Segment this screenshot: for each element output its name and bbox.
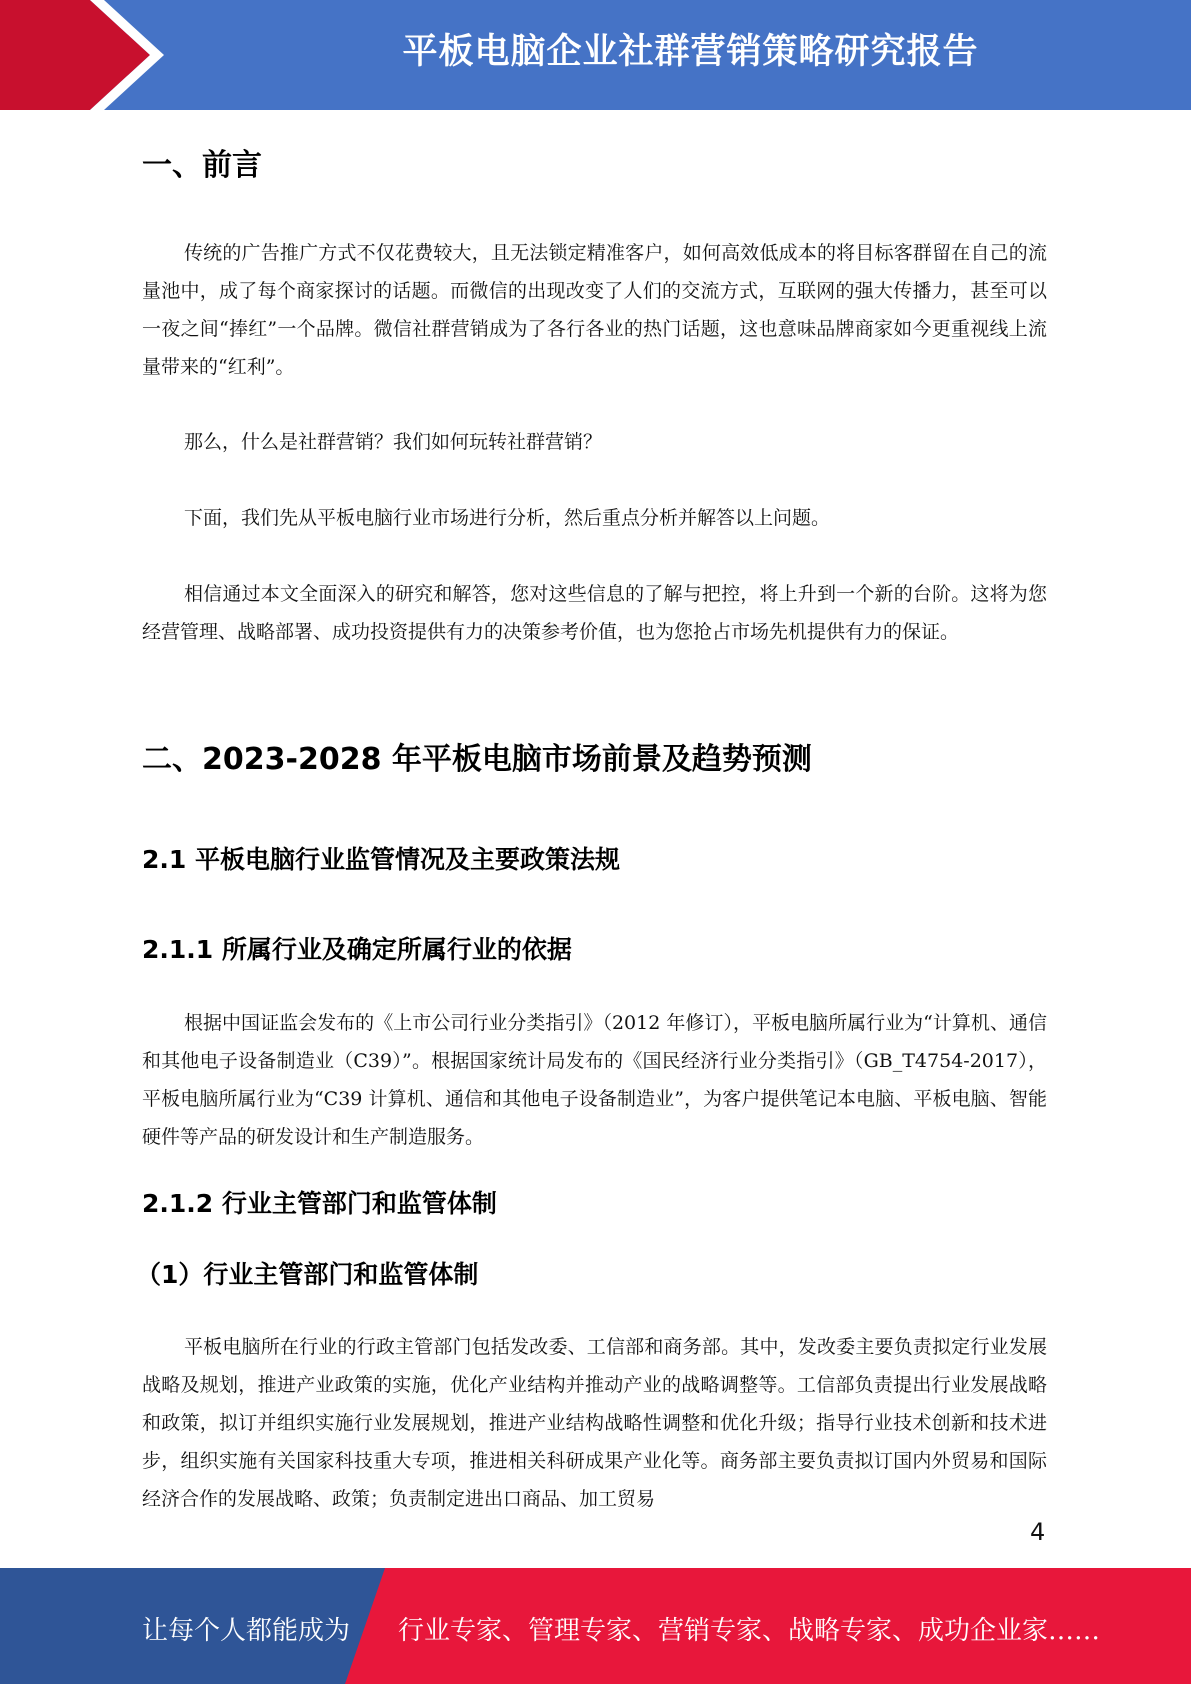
footer-banner [0, 1568, 1191, 1684]
heading-intro: 一、前言 [142, 148, 262, 183]
paragraph-intro-2: 那么，什么是社群营销？我们如何玩转社群营销？ [184, 431, 603, 453]
footer-slogan-left: 让每个人都能成为 [142, 1616, 351, 1646]
paragraph-intro-1: 传统的广告推广方式不仅花费较大，且无法锁定精准客户，如何高效低成本的将目标客群留在自己的流量池中，成了每个商家探讨的话题。而微信的出现改变了人们的交流方式，互联网的强大传播力，甚至可以一夜之间“捧红”一个品牌。微信社群营销成为了各行各业的热门话题，这也意味品牌商家如今更重视线上流量带来的“红利”。 [142, 242, 1047, 378]
heading-2-1-1: 2.1.1 所属行业及确定所属行业的依据 [142, 935, 572, 964]
header-banner [0, 0, 1191, 110]
document-title: 平板电脑企业社群营销策略研究报告 [402, 32, 979, 72]
heading-2-1-2: 2.1.2 行业主管部门和监管体制 [142, 1189, 497, 1218]
paragraph-intro-3: 下面，我们先从平板电脑行业市场进行分析，然后重点分析并解答以上问题。 [184, 507, 831, 529]
page-number: 4 [1030, 1518, 1046, 1546]
paragraph-2-1-2: 平板电脑所在行业的行政主管部门包括发改委、工信部和商务部。其中，发改委主要负责拟定行业发展战略及规划，推进产业政策的实施，优化产业结构并推动产业的战略调整等。工信部负责提出行业发展战略和政策，拟订并组织实施行业发展规划，推进产业结构战略性调整和优化升级；指导行业技术创新和技术进步，组织实施有关国家科技重大专项，推进相关科研成果产业化等。商务部主要负责拟订国内外贸易和国际经济合作的发展战略、政策；负责制定进出口商品、加工贸易 [142, 1336, 1047, 1510]
paragraph-2-1-1: 根据中国证监会发布的《上市公司行业分类指引》（2012 年修订），平板电脑所属行业为“计算机、通信和其他电子设备制造业（C39）”。根据国家统计局发布的《国民经济行业分类指引》（GB_T4754-2017），平板电脑所属行业为“C39 计算机、通信和其他电子设备制造业”，为客户提供笔记本电脑、平板电脑、智能硬件等产品的研发设计和生产制造服务。 [142, 1012, 1047, 1148]
header-chevron-graphic [0, 0, 240, 110]
heading-2-1: 2.1 平板电脑行业监管情况及主要政策法规 [142, 845, 620, 874]
heading-2-1-2-sub: （1）行业主管部门和监管体制 [136, 1260, 479, 1289]
heading-market-forecast: 二、2023-2028 年平板电脑市场前景及趋势预测 [142, 742, 812, 777]
footer-slogan-right: 行业专家、管理专家、营销专家、战略专家、成功企业家…… [398, 1616, 1101, 1646]
paragraph-intro-4: 相信通过本文全面深入的研究和解答，您对这些信息的了解与把控，将上升到一个新的台阶。这将为您经营管理、战略部署、成功投资提供有力的决策参考价值，也为您抢占市场先机提供有力的保证。 [142, 583, 1047, 643]
header-red-chevron [0, 0, 150, 110]
